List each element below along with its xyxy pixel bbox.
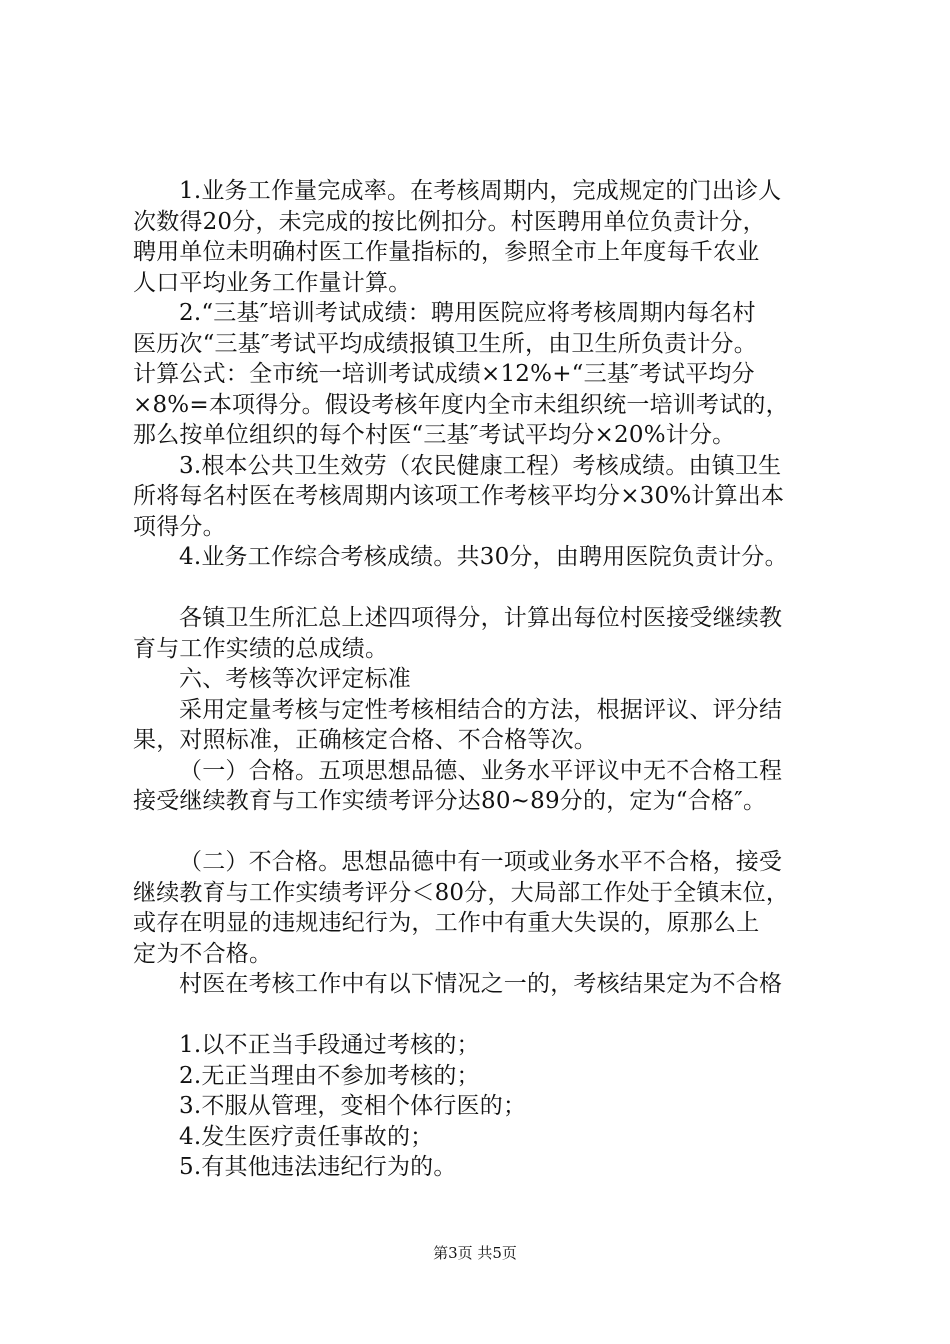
paragraph-line: 定为不合格。: [133, 940, 273, 967]
paragraph-line: 接受继续教育与工作实绩考评分达80~89分的，定为“合格″。: [133, 788, 767, 814]
paragraph-line: 那么按单位组织的每个村医“三基″考试平均分×20%计分。: [133, 422, 736, 448]
paragraph-line: 次数得20分，未完成的按比例扣分。村医聘用单位负责计分，: [133, 208, 766, 235]
paragraph-line: 村医在考核工作中有以下情况之一的，考核结果定为不合格: [179, 971, 783, 997]
paragraph-line: （二）不合格。思想品德中有一项或业务水平不合格，接受: [179, 849, 783, 875]
blank-line: [133, 817, 848, 848]
paragraph-line: 育与工作实绩的总成绩。: [133, 635, 389, 662]
section-heading: 六、考核等次评定标准: [179, 666, 411, 692]
list-item: 1.以不正当手段通过考核的；: [179, 1032, 480, 1058]
paragraph-line: 继续教育与工作实绩考评分＜80分，大局部工作处于全镇末位，: [133, 879, 790, 906]
list-item: 2.无正当理由不参加考核的；: [179, 1062, 480, 1089]
paragraph-line: 2.“三基″培训考试成绩：聘用医院应将考核周期内每名村: [179, 300, 756, 326]
paragraph-line: 采用定量考核与定性考核相结合的方法，根据评议、评分结: [179, 696, 783, 723]
blank-line: [133, 573, 848, 604]
paragraph-line: 3.根本公共卫生效劳（农民健康工程）考核成绩。由镇卫生: [179, 452, 782, 479]
paragraph-line: 聘用单位未明确村医工作量指标的，参照全市上年度每千农业: [133, 239, 760, 265]
page-number-footer: 第3页 共5页: [433, 1244, 517, 1262]
paragraph-line: （一）合格。五项思想品德、业务水平评议中无不合格工程: [179, 757, 783, 784]
paragraph-line: 项得分。: [133, 513, 226, 540]
paragraph-line: 医历次“三基″考试平均成绩报镇卫生所，由卫生所负责计分。: [133, 330, 757, 357]
paragraph-line: 计算公式：全市统一培训考试成绩×12%+“三基″考试平均分: [133, 361, 755, 387]
paragraph-line: 1.业务工作量完成率。在考核周期内，完成规定的门出诊人: [179, 178, 782, 204]
paragraph-line: 或存在明显的违规违纪行为，工作中有重大失误的，原那么上: [133, 910, 760, 936]
paragraph-line: 4.业务工作综合考核成绩。共30分，由聘用医院负责计分。: [179, 544, 788, 570]
paragraph-line: 果，对照标准，正确核定合格、不合格等次。: [133, 727, 597, 753]
paragraph-line: ×8%=本项得分。假设考核年度内全市未组织统一培训考试的，: [133, 391, 789, 418]
list-item: 3.不服从管理，变相个体行医的；: [179, 1093, 527, 1119]
paragraph-line: 人口平均业务工作量计算。: [133, 269, 412, 296]
document-body: [133, 176, 848, 1183]
blank-line: [133, 1000, 848, 1031]
paragraph-line: 所将每名村医在考核周期内该项工作考核平均分×30%计算出本: [133, 483, 785, 509]
list-item: 4.发生医疗责任事故的；: [179, 1123, 434, 1150]
paragraph-line: 各镇卫生所汇总上述四项得分，计算出每位村医接受继续教: [179, 605, 783, 631]
list-item: 5.有其他违法违纪行为的。: [179, 1154, 457, 1180]
